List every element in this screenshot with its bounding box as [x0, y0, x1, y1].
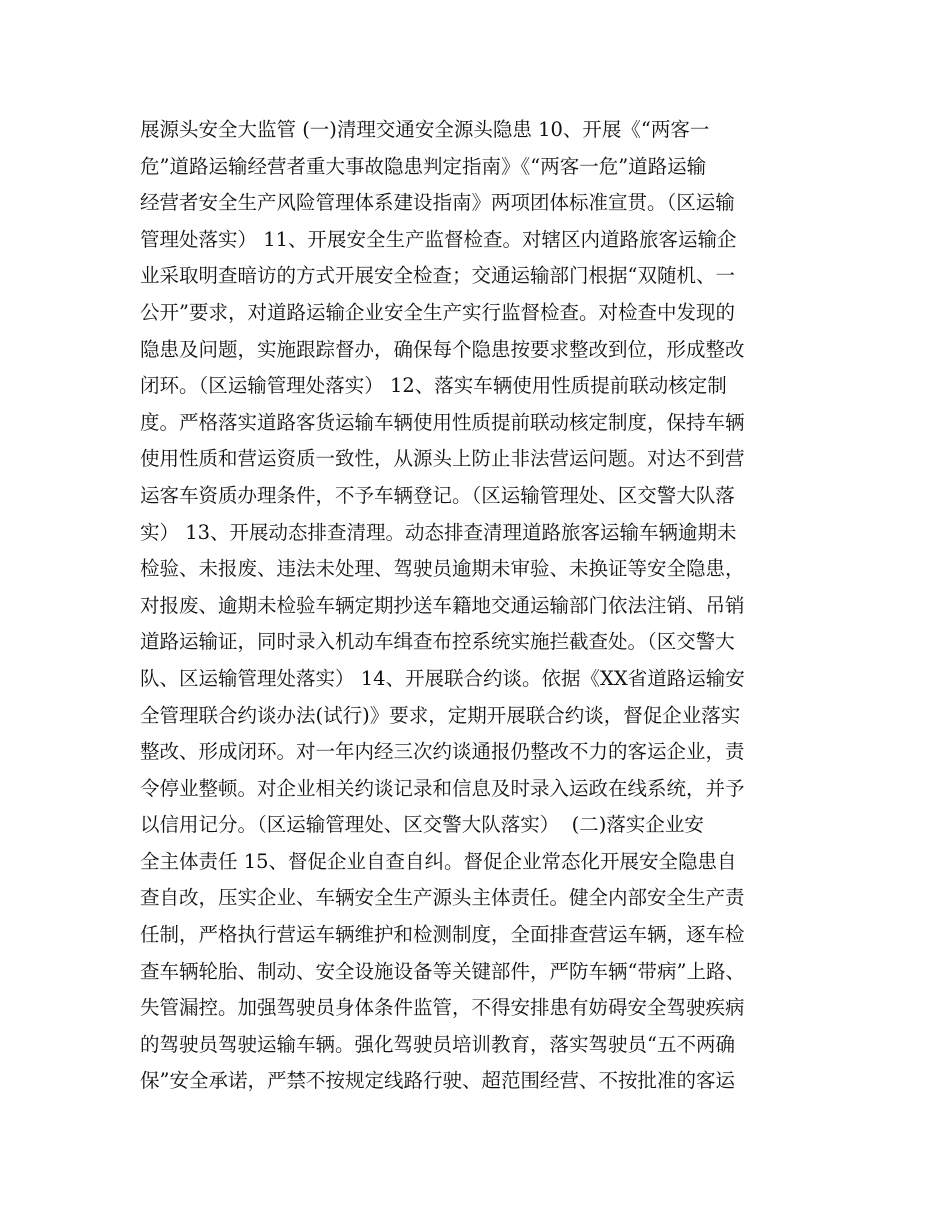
text-line: 运客车资质办理条件，不予车辆登记。（区运输管理处、区交警大队落: [140, 483, 735, 507]
text-line: 整改、形成闭环。对一年内经三次约谈通报仍整改不力的客运企业，责: [140, 740, 745, 764]
text-line: 公开”要求，对道路运输企业安全生产实行监督检查。对检查中发现的: [140, 300, 735, 324]
body-text: [140, 112, 820, 1100]
text-line: 度。严格落实道路客货运输车辆使用性质提前联动核定制度，保持车辆: [140, 410, 745, 434]
text-line: 查车辆轮胎、制动、安全设施设备等关键部件，严防车辆“带病”上路、: [140, 959, 745, 983]
text-line: 全主体责任 15、督促企业自查自纠。督促企业常态化开展安全隐患自: [140, 849, 737, 873]
text-line: 检验、未报废、违法未处理、驾驶员逾期未审验、未换证等安全隐患，: [140, 557, 745, 581]
text-line: 道路运输证，同时录入机动车缉查布控系统实施拦截查处。（区交警大: [140, 630, 735, 654]
text-line: 经营者安全生产风险管理体系建设指南》两项团体标准宣贯。（区运输: [140, 191, 735, 215]
text-line: 隐患及问题，实施跟踪督办，确保每个隐患按要求整改到位，形成整改: [140, 337, 745, 361]
text-line: 危”道路运输经营者重大事故隐患判定指南》《“两客一危”道路运输: [140, 154, 707, 178]
text-line: 令停业整顿。对企业相关约谈记录和信息及时录入运政在线系统，并予: [140, 776, 745, 800]
text-line: 管理处落实） 11、开展安全生产监督检查。对辖区内道路旅客运输企: [140, 227, 737, 251]
text-line: 失管漏控。加强驾驶员身体条件监管，不得安排患有妨碍安全驾驶疾病: [140, 996, 745, 1020]
text-line: 保”安全承诺，严禁不按规定线路行驶、超范围经营、不按批准的客运: [140, 1069, 735, 1093]
text-line: 以信用记分。（区运输管理处、区交警大队落实） (二)落实企业安: [140, 813, 704, 837]
text-line: 展源头安全大监管 (一)清理交通安全源头隐患 10、开展《“两客一: [140, 118, 710, 141]
text-line: 队、区运输管理处落实） 14、开展联合约谈。依据《XX省道路运输安: [140, 666, 745, 690]
text-line: 对报废、逾期未检验车辆定期抄送车籍地交通运输部门依法注销、吊销: [140, 593, 745, 617]
text-line: 全管理联合约谈办法(试行)》要求，定期开展联合约谈，督促企业落实: [140, 703, 741, 727]
text-line: 业采取明查暗访的方式开展安全检查；交通运输部门根据“双随机、一: [140, 264, 735, 288]
text-line: 使用性质和营运资质一致性，从源头上防止非法营运问题。对达不到营: [140, 447, 745, 471]
text-line: 闭环。（区运输管理处落实） 12、落实车辆使用性质提前联动核定制: [140, 374, 727, 398]
text-line: 查自改，压实企业、车辆安全生产源头主体责任。健全内部安全生产责: [140, 886, 745, 910]
text-line: 的驾驶员驾驶运输车辆。强化驾驶员培训教育，落实驾驶员“五不两确: [140, 1032, 735, 1056]
text-line: 实） 13、开展动态排查清理。动态排查清理道路旅客运输车辆逾期未: [140, 520, 737, 544]
text-line: 任制，严格执行营运车辆维护和检测制度，全面排查营运车辆，逐车检: [140, 923, 745, 947]
